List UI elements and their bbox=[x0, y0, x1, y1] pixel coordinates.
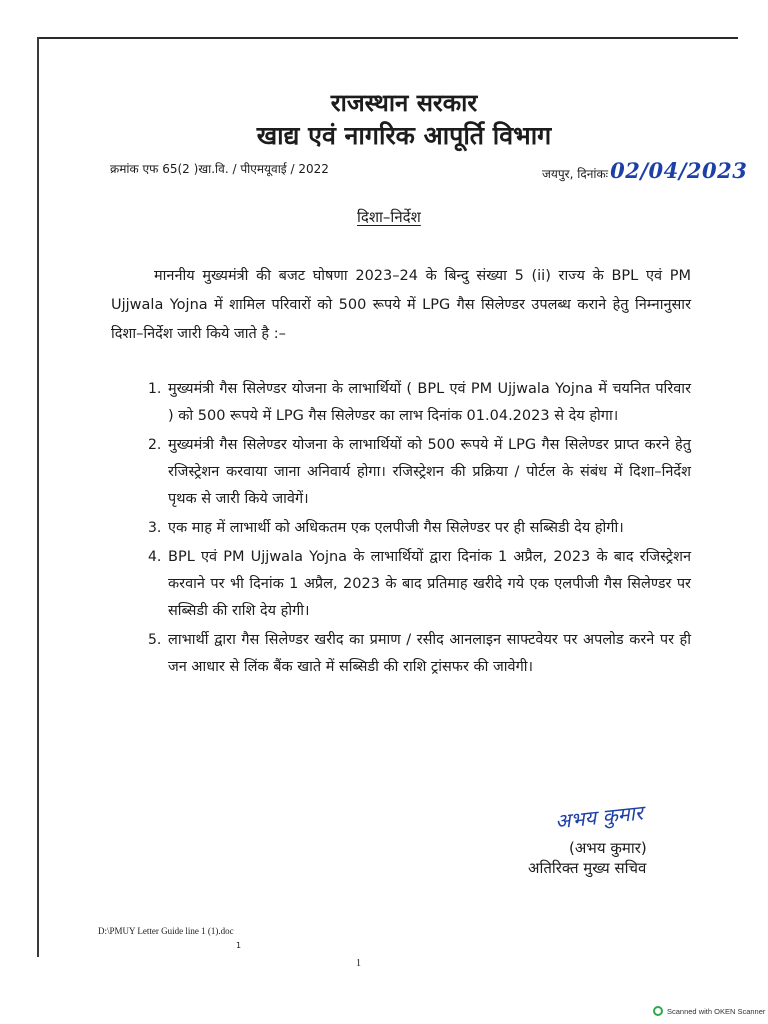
list-item-number: 3. bbox=[148, 520, 162, 536]
guideline-list bbox=[111, 376, 691, 683]
handwritten-signature: अभय कुमार bbox=[554, 800, 645, 834]
scanner-watermark bbox=[653, 1006, 765, 1016]
signatory-name: (अभय कुमार) bbox=[569, 839, 647, 857]
page-number: 1 bbox=[356, 958, 361, 969]
signatory-title: अतिरिक्त मुख्य सचिव bbox=[528, 859, 647, 877]
scanner-label: Scanned with OKEN Scanner bbox=[667, 1006, 766, 1016]
list-item-text: मुख्यमंत्री गैस सिलेण्डर योजना के लाभार्थियों ( BPL एवं PM Ujjwala Yojna में चयनित परिवार ) को 500 रूपये में LPG गैस सिलेण्डर का लाभ दिनांक 01.04.2023 से देय होगा। bbox=[168, 381, 691, 424]
list-item-number: 5. bbox=[148, 632, 162, 648]
footer-tick: 1 bbox=[236, 941, 242, 950]
department-name: खाद्य एवं नागरिक आपूर्ति विभाग bbox=[256, 121, 552, 150]
list-item-number: 2. bbox=[148, 437, 162, 453]
page-border-left bbox=[37, 37, 39, 957]
page-border-top bbox=[38, 37, 738, 39]
scanner-logo-icon bbox=[653, 1006, 663, 1016]
government-name: राजस्थान सरकार bbox=[330, 89, 478, 117]
list-item-text: BPL एवं PM Ujjwala Yojna के लाभार्थियों द्वारा दिनांक 1 अप्रैल, 2023 के बाद रजिस्ट्रेशन करवाने पर भी दिनांक 1 अप्रैल, 2023 के बाद प्रतिमाह खरीदे गये एक एलपीजी गैस सिलेण्डर पर सब्सिडी की राशि देय होगी। bbox=[168, 549, 691, 619]
reference-number: क्रमांक एफ 65(2 )खा.वि. / पीएमयूवाई / 2022 bbox=[110, 162, 329, 176]
file-path: D:\PMUY Letter Guide line 1 (1).doc bbox=[98, 926, 234, 936]
list-item bbox=[111, 432, 691, 513]
list-item-text: मुख्यमंत्री गैस सिलेण्डर योजना के लाभार्थियों को 500 रूपये में LPG गैस सिलेण्डर प्राप्त करने हेतु रजिस्ट्रेशन करवाया जाना अनिवार्य होगा। रजिस्ट्रेशन की प्रक्रिया / पोर्टल के संबंध में दिशा–निर्देश पृथक से जारी किये जावेगें। bbox=[168, 437, 691, 507]
list-item bbox=[111, 515, 691, 542]
list-item bbox=[111, 376, 691, 430]
intro-paragraph: माननीय मुख्यमंत्री की बजट घोषणा 2023–24 के बिन्दु संख्या 5 (ii) राज्य के BPL एवं PM Ujjwala Yojna में शामिल परिवारों को 500 रूपये में LPG गैस सिलेण्डर उपलब्ध कराने हेतु निम्नानुसार दिशा–निर्देश जारी किये जाते है :– bbox=[111, 268, 691, 342]
list-item bbox=[111, 627, 691, 681]
handwritten-date: 02/04/2023 bbox=[610, 158, 748, 183]
date-line bbox=[542, 158, 747, 183]
list-item-text: एक माह में लाभार्थी को अधिकतम एक एलपीजी गैस सिलेण्डर पर ही सब्सिडी देय होगी। bbox=[168, 520, 624, 536]
list-item-text: लाभार्थी द्वारा गैस सिलेण्डर खरीद का प्रमाण / रसीद आनलाइन साफ्टवेयर पर अपलोड करने पर ही जन आधार से लिंक बैंक खाते में सब्सिडी की राशि ट्रांसफर की जावेगी। bbox=[168, 632, 691, 675]
date-label: जयपुर, दिनांकः bbox=[542, 167, 609, 181]
subject-heading: दिशा–निर्देश bbox=[357, 208, 421, 226]
list-item-number: 4. bbox=[148, 549, 162, 565]
list-item bbox=[111, 544, 691, 625]
list-item-number: 1. bbox=[148, 381, 162, 397]
